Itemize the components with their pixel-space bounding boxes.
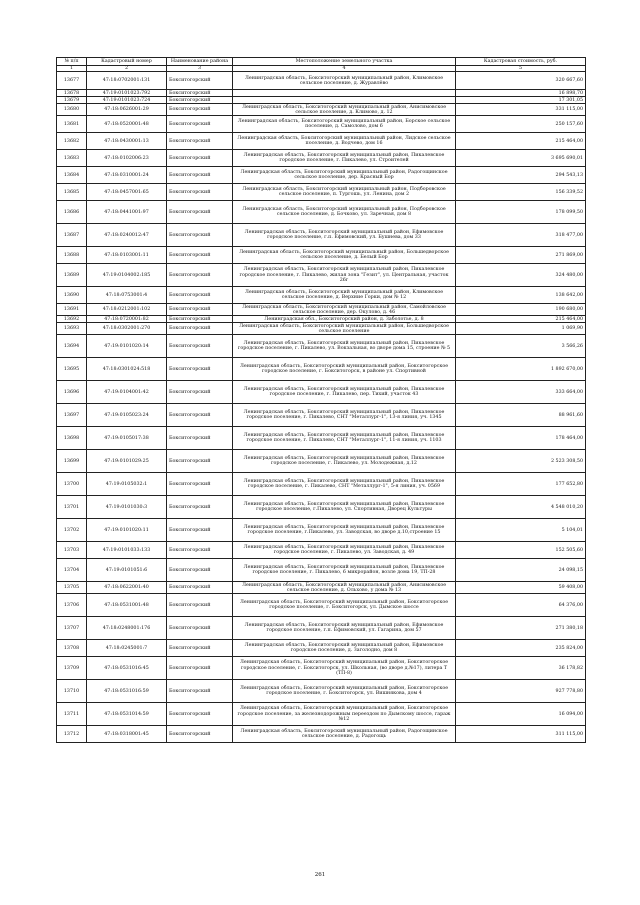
cadastral-number-cell: 47:18:0531016:59: [87, 680, 167, 703]
column-number: 5: [456, 66, 586, 72]
row-index-cell: 13712: [57, 726, 87, 743]
table-row: [57, 287, 586, 304]
district-cell: Бокситогорский: [167, 133, 233, 150]
row-index-cell: 13698: [57, 427, 87, 450]
row-index-cell: 13681: [57, 116, 87, 133]
district-cell: Бокситогорский: [167, 167, 233, 184]
cadastral-value-cell: 190 680,00: [456, 304, 586, 316]
table-row: [57, 640, 586, 657]
cadastral-value-cell: 311 115,00: [456, 726, 586, 743]
table-row: [57, 582, 586, 594]
cadastral-value-cell: 2 523 308,50: [456, 450, 586, 473]
table-row: [57, 381, 586, 404]
district-cell: Бокситогорский: [167, 473, 233, 496]
row-index-cell: 13696: [57, 381, 87, 404]
location-cell: Ленинградская область, Бокситогорский муниципальный район, Борское сельское поселение, д. Самолово, дом 6: [233, 116, 456, 133]
table-row: [57, 450, 586, 473]
cadastral-number-cell: 47:19:0101051:6: [87, 559, 167, 582]
cadastral-number-cell: 47:18:0702001:131: [87, 72, 167, 90]
district-cell: Бокситогорский: [167, 316, 233, 323]
location-cell: Ленинградская область, Бокситогорский муниципальный район, Анисимовское сельское поселение, д. Ольхово, у дома № 13: [233, 582, 456, 594]
district-cell: Бокситогорский: [167, 247, 233, 264]
district-cell: Бокситогорский: [167, 72, 233, 90]
cadastral-number-cell: 47:18:0302001:270: [87, 323, 167, 335]
row-index-cell: 13695: [57, 358, 87, 381]
row-index-cell: 13687: [57, 224, 87, 247]
cadastral-number-cell: 47:18:0441001:97: [87, 201, 167, 224]
cadastral-number-cell: 47:18:0626001:29: [87, 104, 167, 116]
location-cell: Ленинградская область, Бокситогорский муниципальный район, Пикалевское городское поселение, г. Пикалево, СНТ "Металлург-1", 5-я линия, уч. 0569: [233, 473, 456, 496]
row-index-cell: 13694: [57, 335, 87, 358]
location-cell: Ленинградская область, Бокситогорский муниципальный район, Климовское сельское поселение, д. Верхние Горки, дом № 12: [233, 287, 456, 304]
row-index-cell: 13677: [57, 72, 87, 90]
cadastral-number-cell: 47:19:0105023:24: [87, 404, 167, 427]
cadastral-number-cell: 47:18:0753001:4: [87, 287, 167, 304]
cadastral-number-cell: 47:18:0248001:176: [87, 617, 167, 640]
district-cell: Бокситогорский: [167, 287, 233, 304]
district-cell: Бокситогорский: [167, 726, 233, 743]
row-index-cell: 13700: [57, 473, 87, 496]
cadastral-value-cell: 271 380,18: [456, 617, 586, 640]
cadastral-number-cell: 47:19:0105032:1: [87, 473, 167, 496]
cadastral-value-cell: 59 408,00: [456, 582, 586, 594]
cadastral-number-cell: 47:18:0240012:47: [87, 224, 167, 247]
cadastral-value-cell: 88 961,60: [456, 404, 586, 427]
header-row: [57, 58, 586, 66]
location-cell: Ленинградская область, Бокситогорский муниципальный район, Бокситогорское городское поселение, г. Бокситогорск, ул. Вишнякова, дом 4: [233, 680, 456, 703]
district-cell: Бокситогорский: [167, 427, 233, 450]
column-number: 2: [87, 66, 167, 72]
row-index-cell: 13702: [57, 519, 87, 542]
cadastral-number-cell: 47:18:0531001:48: [87, 594, 167, 617]
cadastral-number-cell: 47:18:0720001:82: [87, 316, 167, 323]
location-cell: Ленинградская область, Бокситогорский муниципальный район, Подборовское сельское поселение, п. Тургошь, ул. Ленина, дом 2: [233, 184, 456, 201]
table-row: [57, 201, 586, 224]
location-cell: Ленинградская область, Бокситогорский муниципальный район, Бокситогорское городское поселение, г. Бокситогорск, ул. Дымское шоссе: [233, 594, 456, 617]
cadastral-number-cell: 47:19:0101020:11: [87, 519, 167, 542]
location-cell: Ленинградская область, Бокситогорский муниципальный район, Пикалевское городское поселение, г.Пикалево, ул. Спортивная, Дворец Культуры: [233, 496, 456, 519]
cadastral-value-cell: 271 869,00: [456, 247, 586, 264]
header-cell-index: № п/п: [57, 58, 87, 66]
location-cell: [233, 97, 456, 104]
cadastral-value-table: [56, 57, 586, 743]
header-cell-location: Местоположение земельного участка: [233, 58, 456, 66]
location-cell: Ленинградская область, Бокситогорский муниципальный район, Большедворское сельское поселение: [233, 323, 456, 335]
row-index-cell: 13678: [57, 90, 87, 97]
table-row: [57, 304, 586, 316]
cadastral-value-cell: 64 376,00: [456, 594, 586, 617]
cadastral-value-cell: 36 178,82: [456, 657, 586, 680]
table-row: [57, 97, 586, 104]
row-index-cell: 13682: [57, 133, 87, 150]
table-row: [57, 150, 586, 167]
location-cell: Ленинградская область, Бокситогорский муниципальный район, Бокситогорское городское поселение, за железнодорожным переездом по Дымскому шоссе, гараж №12: [233, 703, 456, 726]
cadastral-value-cell: 4 548 010,20: [456, 496, 586, 519]
cadastral-value-cell: 177 652,80: [456, 473, 586, 496]
location-cell: Ленинградская область, Бокситогорский муниципальный район, Климовское сельское поселение, д. Журавлёво: [233, 72, 456, 90]
row-index-cell: 13679: [57, 97, 87, 104]
cadastral-value-cell: 178 099,50: [456, 201, 586, 224]
column-number: 1: [57, 66, 87, 72]
cadastral-number-cell: 47:19:0101030:3: [87, 496, 167, 519]
cadastral-value-cell: 138 642,00: [456, 287, 586, 304]
table-row: [57, 404, 586, 427]
header-cell-district: Наименование района: [167, 58, 233, 66]
location-cell: Ленинградская область, Бокситогорский муниципальный район, Радогощинское сельское поселение, дер. Красный Бор: [233, 167, 456, 184]
location-cell: Ленинградская область, Бокситогорский муниципальный район, Пикалевское городское поселение, г. Пикалево, 6 микрорайон, возле дома 19, ТП-28: [233, 559, 456, 582]
cadastral-number-cell: 47:18:0520001:48: [87, 116, 167, 133]
district-cell: Бокситогорский: [167, 617, 233, 640]
district-cell: Бокситогорский: [167, 304, 233, 316]
location-cell: Ленинградская область, Бокситогорский муниципальный район, Пикалевское городское поселение, г. Пикалево, ул. Заводская, д. 49: [233, 542, 456, 559]
table-row: [57, 72, 586, 90]
row-index-cell: 13711: [57, 703, 87, 726]
location-cell: Ленинградская область, Бокситогорский муниципальный район, Пикалевское городское поселение, г. Пикалево, ул. Вокзальная, во дворе дома 15, строение № 5: [233, 335, 456, 358]
cadastral-value-cell: 3 566,26: [456, 335, 586, 358]
cadastral-number-cell: 47:18:0622001:40: [87, 582, 167, 594]
header-cell-cadastral-number: Кадастровый номер: [87, 58, 167, 66]
cadastral-value-cell: 24 098,15: [456, 559, 586, 582]
location-cell: Ленинградская область, Бокситогорский муниципальный район, Ефимовское городское поселение, г.п. Ефимовский, ул. Бушнева, дом 33: [233, 224, 456, 247]
location-cell: Ленинградская область, Бокситогорский муниципальный район, Бокситогорское городское поселение, г. Бокситогорск, в районе ул. Спортивной: [233, 358, 456, 381]
cadastral-number-cell: 47:18:0531014:59: [87, 703, 167, 726]
table-row: [57, 323, 586, 335]
table-row: [57, 104, 586, 116]
row-index-cell: 13706: [57, 594, 87, 617]
row-index-cell: 13684: [57, 167, 87, 184]
cadastral-value-cell: 235 824,00: [456, 640, 586, 657]
district-cell: Бокситогорский: [167, 680, 233, 703]
cadastral-value-cell: 3 695 690,01: [456, 150, 586, 167]
cadastral-number-cell: 47:18:0310001:24: [87, 167, 167, 184]
district-cell: Бокситогорский: [167, 496, 233, 519]
district-cell: Бокситогорский: [167, 97, 233, 104]
table-row: [57, 90, 586, 97]
location-cell: Ленинградская область, Бокситогорский муниципальный район, Пикалевское городское поселение, г. Пикалево, СНТ "Металлург-1", 13-я линия, уч. 1345: [233, 404, 456, 427]
cadastral-number-cell: 47:18:0102006:23: [87, 150, 167, 167]
table-row: [57, 358, 586, 381]
row-index-cell: 13692: [57, 316, 87, 323]
location-cell: Ленинградская область, Бокситогорский муниципальный район, Подборовское сельское поселение, д. Бочково, ул. Заречная, дом 8: [233, 201, 456, 224]
district-cell: Бокситогорский: [167, 201, 233, 224]
cadastral-value-cell: 331 115,00: [456, 104, 586, 116]
row-index-cell: 13704: [57, 559, 87, 582]
table-row: [57, 703, 586, 726]
cadastral-number-cell: 47:18:0301024:518: [87, 358, 167, 381]
cadastral-number-cell: 47:19:0101033:133: [87, 542, 167, 559]
table-body: [57, 72, 586, 743]
district-cell: Бокситогорский: [167, 404, 233, 427]
cadastral-value-cell: 16 094,00: [456, 703, 586, 726]
row-index-cell: 13707: [57, 617, 87, 640]
location-cell: Ленинградская область, Бокситогорский муниципальный район, Большедворское сельское поселение, д. Белый Бор: [233, 247, 456, 264]
district-cell: Бокситогорский: [167, 116, 233, 133]
row-index-cell: 13690: [57, 287, 87, 304]
district-cell: Бокситогорский: [167, 542, 233, 559]
district-cell: Бокситогорский: [167, 323, 233, 335]
table-row: [57, 247, 586, 264]
district-cell: Бокситогорский: [167, 657, 233, 680]
location-cell: Ленинградская область, Бокситогорский муниципальный район, Пикалевское городское поселение, г. Пикалево, СНТ "Металлург-1", 11-я линия, уч. 1103: [233, 427, 456, 450]
table-row: [57, 519, 586, 542]
cadastral-value-cell: 250 157,60: [456, 116, 586, 133]
district-cell: Бокситогорский: [167, 450, 233, 473]
cadastral-number-cell: 47:19:0101029:25: [87, 450, 167, 473]
cadastral-value-cell: 215 464,00: [456, 316, 586, 323]
location-cell: [233, 90, 456, 97]
table-row: [57, 657, 586, 680]
district-cell: Бокситогорский: [167, 150, 233, 167]
cadastral-value-cell: 318 477,00: [456, 224, 586, 247]
cadastral-value-cell: 320 667,60: [456, 72, 586, 90]
table-row: [57, 726, 586, 743]
table-row: [57, 264, 586, 287]
district-cell: Бокситогорский: [167, 582, 233, 594]
district-cell: Бокситогорский: [167, 640, 233, 657]
cadastral-number-cell: 47:18:0103001:11: [87, 247, 167, 264]
cadastral-number-cell: 47:19:0101023:792: [87, 90, 167, 97]
row-index-cell: 13701: [57, 496, 87, 519]
location-cell: Ленинградская область, Бокситогорский муниципальный район, Самойловское сельское поселение, дер. Окулово, д. 46: [233, 304, 456, 316]
cadastral-value-cell: 178 464,00: [456, 427, 586, 450]
row-index-cell: 13683: [57, 150, 87, 167]
cadastral-number-cell: 47:19:0101020:14: [87, 335, 167, 358]
cadastral-value-cell: 294 543,13: [456, 167, 586, 184]
location-cell: Ленинградская область, Бокситогорский муниципальный район, Пикалевское городское поселение, г. Пикалево, ул. Молодежная, д.12: [233, 450, 456, 473]
header-cell-value: Кадастровая стоимость, руб.: [456, 58, 586, 66]
row-index-cell: 13709: [57, 657, 87, 680]
table-row: [57, 224, 586, 247]
column-number: 4: [233, 66, 456, 72]
district-cell: Бокситогорский: [167, 90, 233, 97]
district-cell: Бокситогорский: [167, 559, 233, 582]
district-cell: Бокситогорский: [167, 104, 233, 116]
row-index-cell: 13685: [57, 184, 87, 201]
row-index-cell: 13699: [57, 450, 87, 473]
table-row: [57, 496, 586, 519]
location-cell: Ленинградская область, Бокситогорский муниципальный район, Анисимовское сельское поселение, д. Климово, д. 12: [233, 104, 456, 116]
cadastral-value-cell: 1 069,90: [456, 323, 586, 335]
cadastral-number-cell: 47:19:0101023:724: [87, 97, 167, 104]
table-row: [57, 133, 586, 150]
cadastral-value-cell: 156 339,52: [456, 184, 586, 201]
table-row: [57, 184, 586, 201]
cadastral-value-cell: 333 664,00: [456, 381, 586, 404]
district-cell: Бокситогорский: [167, 184, 233, 201]
row-index-cell: 13691: [57, 304, 87, 316]
row-index-cell: 13705: [57, 582, 87, 594]
table-row: [57, 427, 586, 450]
table-row: [57, 559, 586, 582]
cadastral-number-cell: 47:18:0212001:102: [87, 304, 167, 316]
row-index-cell: 13710: [57, 680, 87, 703]
location-cell: Ленинградская область, Бокситогорский муниципальный район, Пикалевское городское поселение, г. Пикалево, жилая зона "Гезит", ул. Центральная, участок 26г: [233, 264, 456, 287]
location-cell: Ленинградская область, Бокситогорский муниципальный район, Пикалевское городское поселение, г.Пикалево, ул. Заводская, во дворе д.10,строение 15: [233, 519, 456, 542]
table-row: [57, 167, 586, 184]
row-index-cell: 13693: [57, 323, 87, 335]
row-index-cell: 13703: [57, 542, 87, 559]
table-row: [57, 594, 586, 617]
district-cell: Бокситогорский: [167, 224, 233, 247]
table-row: [57, 473, 586, 496]
table-row: [57, 316, 586, 323]
location-cell: Ленинградская область, Бокситогорский муниципальный район, Пикалевское городское поселение, г. Пикалево, ул. Строителей: [233, 150, 456, 167]
table-row: [57, 617, 586, 640]
cadastral-value-cell: 927 778,80: [456, 680, 586, 703]
row-index-cell: 13688: [57, 247, 87, 264]
row-index-cell: 13680: [57, 104, 87, 116]
cadastral-number-cell: 47:18:0457001:65: [87, 184, 167, 201]
district-cell: Бокситогорский: [167, 519, 233, 542]
row-index-cell: 13697: [57, 404, 87, 427]
table-row: [57, 335, 586, 358]
cadastral-number-cell: 47:19:0104001:42: [87, 381, 167, 404]
cadastral-value-cell: 5 104,01: [456, 519, 586, 542]
cadastral-value-cell: 215 464,00: [456, 133, 586, 150]
cadastral-value-cell: 1 892 670,00: [456, 358, 586, 381]
cadastral-value-cell: 152 505,60: [456, 542, 586, 559]
cadastral-number-cell: 47:19:0104002:185: [87, 264, 167, 287]
cadastral-number-cell: 47:18:0531016:45: [87, 657, 167, 680]
location-cell: Ленинградская область, Бокситогорский муниципальный район, Бокситогорское городское поселение, г. Бокситогорск, ул. Школьная, (во дворе д.№17), литера Т (ТП-8): [233, 657, 456, 680]
district-cell: Бокситогорский: [167, 264, 233, 287]
location-cell: Ленинградская область, Бокситогорский муниципальный район, Ефимовское городское поселение, д. Заголодно, дом 8: [233, 640, 456, 657]
row-index-cell: 13708: [57, 640, 87, 657]
row-index-cell: 13686: [57, 201, 87, 224]
district-cell: Бокситогорский: [167, 381, 233, 404]
page-number: 261: [314, 872, 326, 878]
cadastral-number-cell: 47:19:0105017:38: [87, 427, 167, 450]
cadastral-number-cell: 47:18:0318001:45: [87, 726, 167, 743]
row-index-cell: 13689: [57, 264, 87, 287]
table-row: [57, 680, 586, 703]
location-cell: Ленинградская область, Бокситогорский муниципальный район, Радогощинское сельское поселение, д. Радогощь: [233, 726, 456, 743]
column-number: 3: [167, 66, 233, 72]
cadastral-value-cell: 17 301,05: [456, 97, 586, 104]
district-cell: Бокситогорский: [167, 358, 233, 381]
location-cell: Ленинградская область, Бокситогорский муниципальный район, Ефимовское городское поселение, г.п. Ефимовский, ул. Гагарина, дом 57: [233, 617, 456, 640]
table-row: [57, 542, 586, 559]
district-cell: Бокситогорский: [167, 335, 233, 358]
cadastral-value-cell: 16 898,70: [456, 90, 586, 97]
location-cell: Ленинградская обл., Бокситогорский район, д. Заболотье, д. 8: [233, 316, 456, 323]
location-cell: Ленинградская область, Бокситогорский муниципальный район, Лидское сельское поселение, д. Водчево, дом 16: [233, 133, 456, 150]
district-cell: Бокситогорский: [167, 594, 233, 617]
cadastral-value-cell: 324 480,00: [456, 264, 586, 287]
cadastral-number-cell: 47:18:0430001:13: [87, 133, 167, 150]
cadastral-number-cell: 47:18:0245001:7: [87, 640, 167, 657]
table-row: [57, 116, 586, 133]
location-cell: Ленинградская область, Бокситогорский муниципальный район, Пикалевское городское поселение, г. Пикалево, пер. Тихий, участок 43: [233, 381, 456, 404]
district-cell: Бокситогорский: [167, 703, 233, 726]
